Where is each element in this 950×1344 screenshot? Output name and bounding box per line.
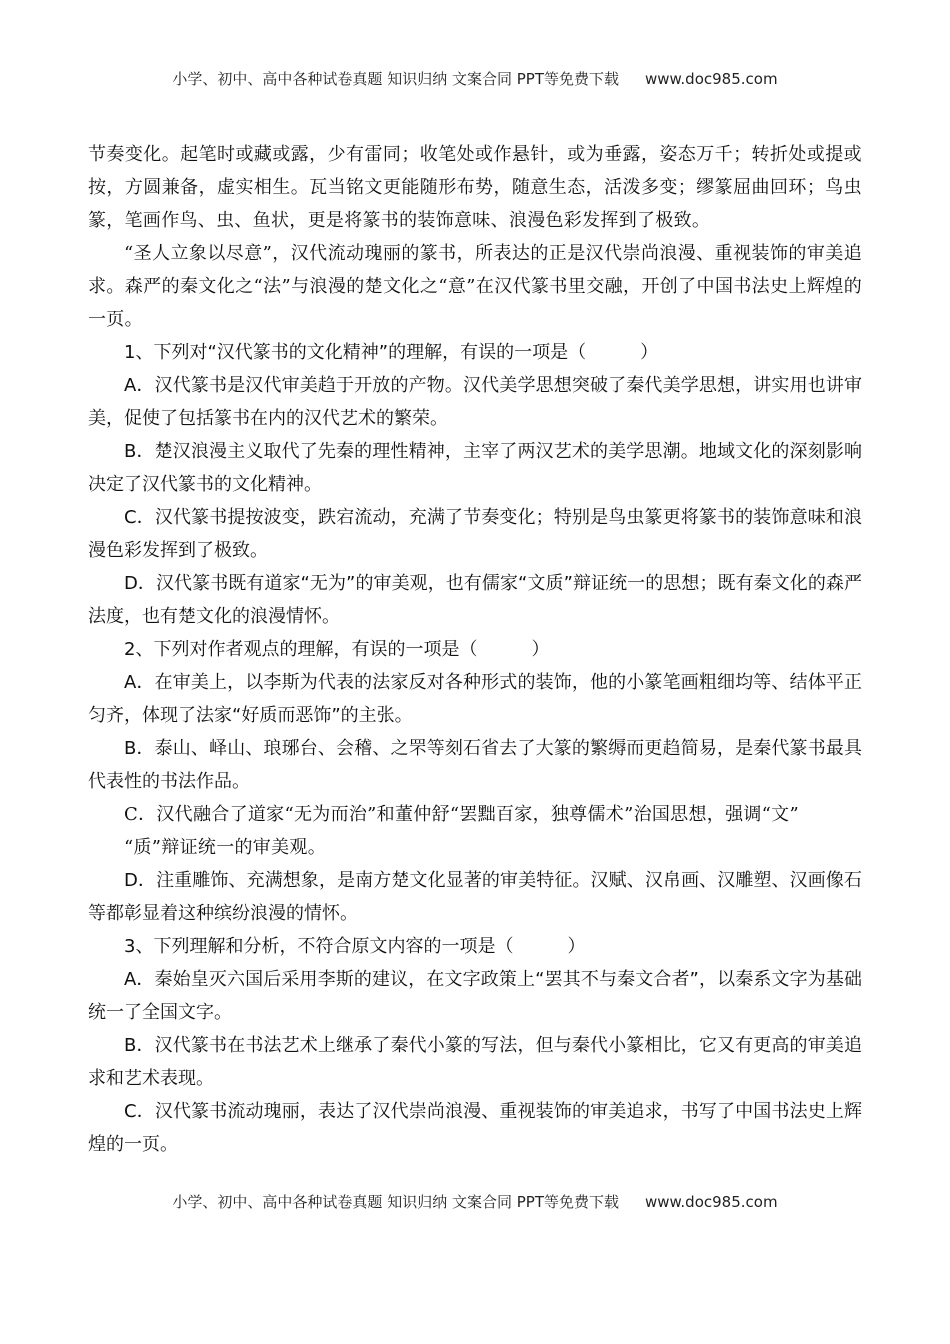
question-2-option-c-continued: “质”辩证统一的审美观。 [124,837,327,858]
page-header [0,68,950,89]
document-body [88,138,862,1161]
page-footer [0,1191,950,1212]
question-1-option-c: C．汉代篆书提按波变，跌宕流动，充满了节奏变化；特别是鸟虫篆更将篆书的装饰意味和浪漫色彩发挥到了极致。 [88,507,862,561]
question-3-option-a: A．秦始皇灭六国后采用李斯的建议，在文字政策上“罢其不与秦文合者”，以秦系文字为基础统一了全国文字。 [88,969,862,1023]
passage [88,138,862,336]
passage-paragraph-1: 节奏变化。起笔时或藏或露，少有雷同；收笔处或作悬针，或为垂露，姿态万千；转折处或提或按，方圆兼备，虚实相生。瓦当铭文更能随形布势，随意生态，活泼多变；缪篆屈曲回环；鸟虫篆，笔画作鸟、虫、鱼状，更是将篆书的装饰意味、浪漫色彩发挥到了极致。 [88,144,862,231]
question-3-option-c: C．汉代篆书流动瑰丽，表达了汉代崇尚浪漫、重视装饰的审美追求，书写了中国书法史上辉煌的一页。 [88,1101,862,1155]
question-2-stem: 2、下列对作者观点的理解，有误的一项是（ ） [124,639,550,660]
question-2-option-a: A．在审美上，以李斯为代表的法家反对各种形式的装饰，他的小篆笔画粗细均等、结体平正匀齐，体现了法家“好质而恶饰”的主张。 [88,672,862,726]
question-3-stem: 3、下列理解和分析，不符合原文内容的一项是（ ） [124,936,586,957]
question-2-option-b: B．泰山、峄山、琅琊台、会稽、之罘等刻石省去了大篆的繁缛而更趋简易，是秦代篆书最具代表性的书法作品。 [88,738,862,792]
question-1-option-d: D．汉代篆书既有道家“无为”的审美观，也有儒家“文质”辩证统一的思想；既有秦文化的森严法度，也有楚文化的浪漫情怀。 [88,573,862,627]
question-3 [88,930,862,1161]
footer-text: 小学、初中、高中各种试卷真题 知识归纳 文案合同 PPT等免费下载 [172,1193,619,1211]
header-text: 小学、初中、高中各种试卷真题 知识归纳 文案合同 PPT等免费下载 [172,70,619,88]
question-1-option-a: A．汉代篆书是汉代审美趋于开放的产物。汉代美学思想突破了秦代美学思想，讲实用也讲审美，促使了包括篆书在内的汉代艺术的繁荣。 [88,375,862,429]
header-site: www.doc985.com [644,70,778,88]
footer-site: www.doc985.com [644,1193,778,1211]
question-2-option-c: C．汉代融合了道家“无为而治”和董仲舒“罢黜百家，独尊儒术”治国思想，强调“文” [124,804,799,825]
question-3-option-b: B．汉代篆书在书法艺术上继承了秦代小篆的写法，但与秦代小篆相比，它又有更高的审美追求和艺术表现。 [88,1035,862,1089]
passage-paragraph-2: “圣人立象以尽意”，汉代流动瑰丽的篆书，所表达的正是汉代崇尚浪漫、重视装饰的审美追求。森严的秦文化之“法”与浪漫的楚文化之“意”在汉代篆书里交融，开创了中国书法史上辉煌的一页。 [88,243,862,330]
question-1 [88,336,862,633]
question-1-option-b: B．楚汉浪漫主义取代了先秦的理性精神，主宰了两汉艺术的美学思潮。地域文化的深刻影响决定了汉代篆书的文化精神。 [88,441,862,495]
question-1-stem: 1、下列对“汉代篆书的文化精神”的理解，有误的一项是（ ） [124,342,659,363]
question-2 [88,633,862,930]
question-2-option-d: D．注重雕饰、充满想象，是南方楚文化显著的审美特征。汉赋、汉帛画、汉雕塑、汉画像石等都彰显着这种缤纷浪漫的情怀。 [88,870,862,924]
